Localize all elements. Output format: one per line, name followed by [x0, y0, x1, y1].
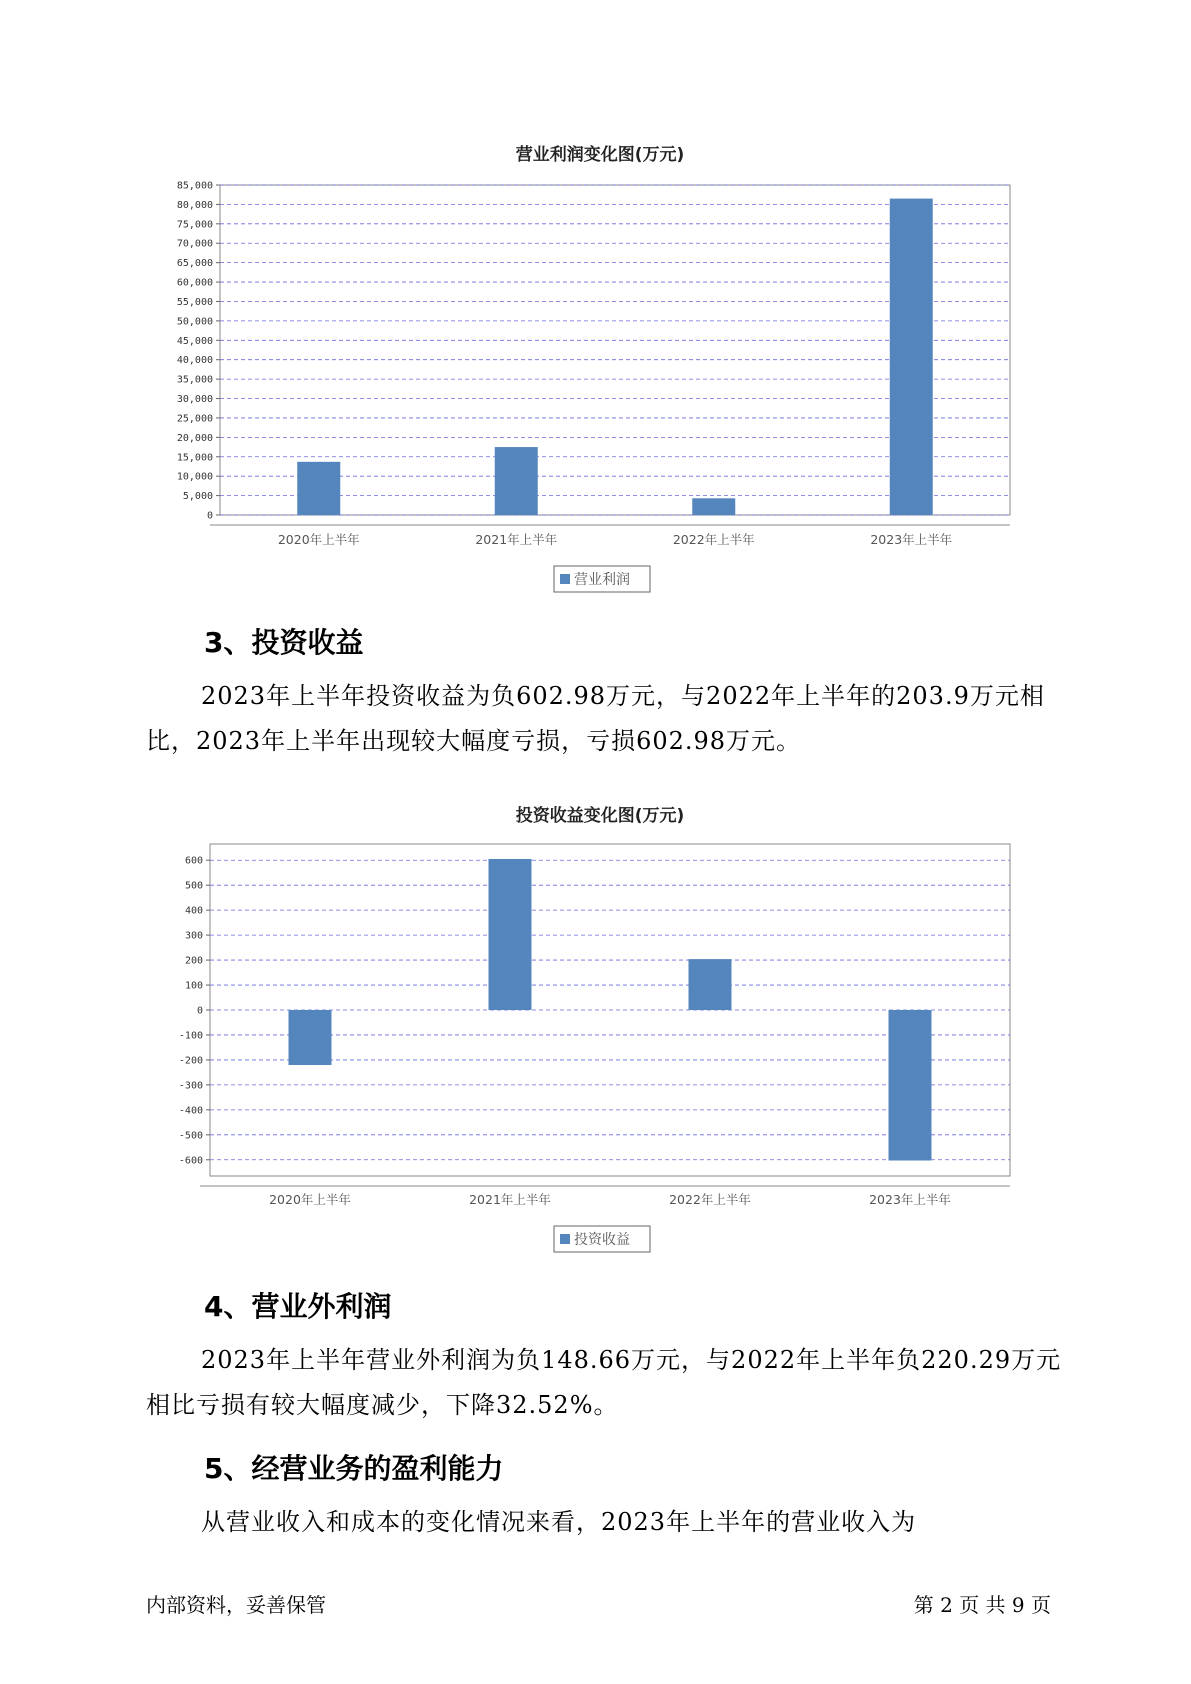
legend-swatch — [560, 574, 570, 584]
y-tick-label: 50,000 — [176, 316, 213, 328]
y-tick-label: -200 — [178, 1055, 203, 1067]
y-tick-label: 65,000 — [176, 258, 213, 270]
footer-page-number: 第 2 页 共 9 页 — [913, 1593, 1051, 1617]
section-paragraph-investment-income: 2023年上半年投资收益为负602.98万元，与2022年上半年的203.9万元相比，2023年上半年出现较大幅度亏损，亏损602.98万元。 — [146, 682, 1045, 755]
y-tick-label: 25,000 — [176, 413, 213, 425]
investment-income-chart-svg — [0, 794, 1191, 1264]
y-tick-label: 15,000 — [176, 452, 213, 464]
x-category-label: 2020年上半年 — [269, 1192, 351, 1207]
y-tick-label: 600 — [184, 855, 203, 867]
y-tick-label: 300 — [184, 930, 203, 942]
y-tick-label: 40,000 — [176, 355, 213, 367]
y-tick-label: 20,000 — [176, 432, 213, 444]
y-tick-label: 60,000 — [176, 277, 213, 289]
y-tick-label: 0 — [196, 1005, 203, 1017]
section-paragraph-profitability: 从营业收入和成本的变化情况来看，2023年上半年的营业收入为 — [201, 1508, 917, 1536]
y-tick-label: 35,000 — [176, 374, 213, 386]
x-category-label: 2023年上半年 — [870, 532, 953, 547]
legend-label: 营业利润 — [574, 572, 630, 588]
y-tick-label: -600 — [178, 1155, 203, 1167]
bar — [692, 498, 735, 515]
y-tick-label: 5,000 — [182, 491, 213, 503]
bar — [890, 199, 933, 515]
x-category-label: 2023年上半年 — [869, 1192, 951, 1207]
y-tick-label: 500 — [184, 880, 203, 892]
bar — [889, 1010, 932, 1161]
x-category-label: 2020年上半年 — [277, 532, 360, 547]
y-tick-label: -300 — [178, 1080, 203, 1092]
section-paragraph-non-operating-profit: 2023年上半年营业外利润为负148.66万元，与2022年上半年负220.29万元相比亏损有较大幅度减少，下降32.52%。 — [146, 1346, 1062, 1419]
y-tick-label: 200 — [184, 955, 203, 967]
y-tick-label: 80,000 — [176, 199, 213, 211]
y-tick-label: 10,000 — [176, 471, 213, 483]
y-tick-label: -400 — [178, 1105, 203, 1117]
chart-title: 营业利润变化图(万元) — [515, 145, 685, 165]
bar — [689, 959, 732, 1010]
section-heading-non-operating-profit: 4、营业外利润 — [204, 1290, 392, 1323]
y-tick-label: 75,000 — [176, 219, 213, 231]
bar — [289, 1010, 332, 1065]
investment-income-chart — [0, 794, 1191, 1264]
legend — [554, 1226, 650, 1252]
y-tick-label: -100 — [178, 1030, 203, 1042]
y-tick-label: 400 — [184, 905, 203, 917]
section-heading-investment-income: 3、投资收益 — [204, 626, 364, 659]
bar — [489, 859, 532, 1010]
y-tick-label: 70,000 — [176, 238, 213, 250]
y-tick-label: 100 — [184, 980, 203, 992]
y-tick-label: 0 — [206, 510, 213, 522]
bar — [297, 462, 340, 515]
section-heading-profitability: 5、经营业务的盈利能力 — [204, 1452, 504, 1485]
operating-profit-chart — [0, 130, 1191, 600]
y-tick-label: 45,000 — [176, 335, 213, 347]
y-tick-label: -500 — [178, 1130, 203, 1142]
x-category-label: 2021年上半年 — [469, 1192, 551, 1207]
y-tick-label: 85,000 — [176, 180, 213, 192]
footer-confidential-note: 内部资料，妥善保管 — [146, 1593, 326, 1617]
legend-label: 投资收益 — [574, 1232, 630, 1248]
y-tick-label: 55,000 — [176, 296, 213, 308]
x-category-label: 2022年上半年 — [672, 532, 755, 547]
x-category-label: 2022年上半年 — [669, 1192, 751, 1207]
x-category-label: 2021年上半年 — [475, 532, 558, 547]
legend-swatch — [560, 1234, 570, 1244]
y-tick-label: 30,000 — [176, 394, 213, 406]
bar — [495, 447, 538, 515]
chart-title: 投资收益变化图(万元) — [515, 806, 685, 826]
legend — [554, 566, 650, 592]
operating-profit-chart-svg — [0, 130, 1191, 600]
